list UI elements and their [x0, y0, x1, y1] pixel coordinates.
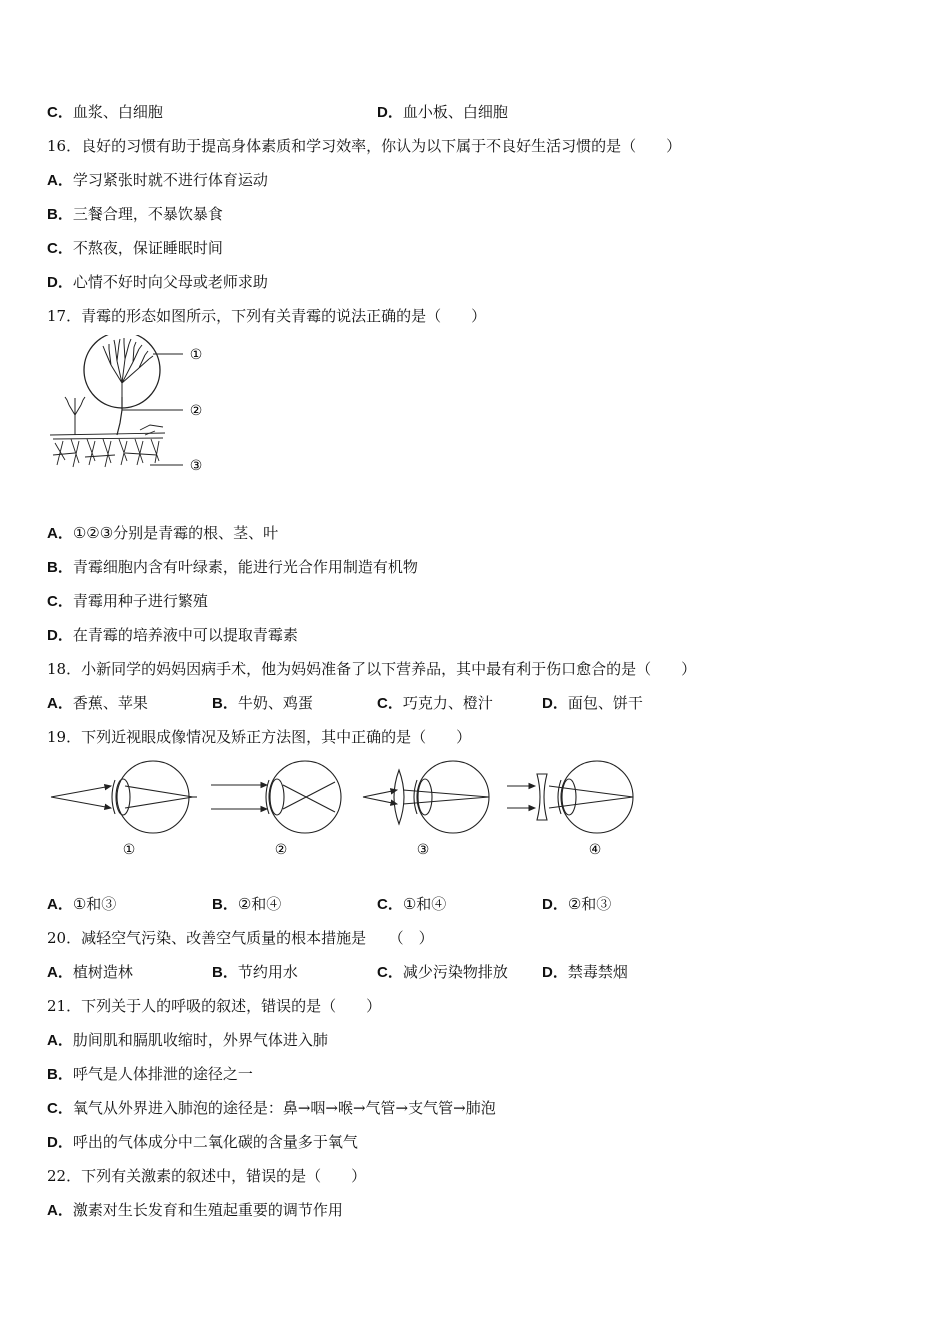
q16-option-b[interactable]: B．三餐合理，不暴饮暴食	[47, 205, 223, 223]
q21-option-d[interactable]: D．呼出的气体成分中二氧化碳的含量多于氧气	[47, 1133, 358, 1151]
q22-option-a[interactable]: A．激素对生长发育和生殖起重要的调节作用	[47, 1201, 343, 1219]
q16-option-c[interactable]: C．不熬夜，保证睡眠时间	[47, 239, 223, 257]
q16-option-d[interactable]: D．心情不好时向父母或老师求助	[47, 273, 268, 291]
q20-option-a[interactable]: A．植树造林	[47, 963, 133, 981]
q19-option-a[interactable]: A．①和③	[47, 895, 117, 913]
eye-diagrams-figure	[45, 760, 645, 865]
q20-option-c[interactable]: C．减少污染物排放	[377, 963, 508, 981]
q18-option-c[interactable]: C．巧克力、橙汁	[377, 694, 493, 712]
q21-option-c[interactable]: C．氧气从外界进入肺泡的途径是：鼻→咽→喉→气管→支气管→肺泡	[47, 1099, 496, 1117]
q18-option-d[interactable]: D．面包、饼干	[542, 694, 643, 712]
eye-diagram-2	[211, 761, 341, 833]
q17-label-2: ②	[189, 403, 203, 419]
q16-option-a[interactable]: A．学习紧张时就不进行体育运动	[47, 171, 268, 189]
q15-option-c[interactable]: C．血浆、白细胞	[47, 103, 163, 121]
q21-option-b[interactable]: B．呼气是人体排泄的途径之一	[47, 1065, 253, 1083]
q17-label-1: ①	[189, 347, 203, 363]
q17-label-3: ③	[189, 458, 203, 474]
q19-label-3: ③	[416, 842, 430, 858]
q19-option-d[interactable]: D．②和③	[542, 895, 612, 913]
q18-option-a[interactable]: A．香蕉、苹果	[47, 694, 148, 712]
q19-stem: 19．下列近视眼成像情况及矫正方法图，其中正确的是（ ）	[47, 728, 472, 746]
q22-stem: 22．下列有关激素的叙述中，错误的是（ ）	[47, 1167, 367, 1185]
q19-label-1: ①	[122, 842, 136, 858]
q18-stem: 18．小新同学的妈妈因病手术，他为妈妈准备了以下营养品，其中最有利于伤口愈合的是（ ）	[47, 660, 697, 678]
q21-stem: 21．下列关于人的呼吸的叙述，错误的是（ ）	[47, 997, 382, 1015]
q21-option-a[interactable]: A．肋间肌和膈肌收缩时，外界气体进入肺	[47, 1031, 328, 1049]
q18-option-b[interactable]: B．牛奶、鸡蛋	[212, 694, 313, 712]
q17-option-b[interactable]: B．青霉细胞内含有叶绿素，能进行光合作用制造有机物	[47, 558, 418, 576]
q17-stem: 17．青霉的形态如图所示，下列有关青霉的说法正确的是（ ）	[47, 307, 487, 325]
penicillium-figure	[45, 335, 220, 485]
eye-diagram-3	[363, 761, 489, 833]
q20-option-b[interactable]: B．节约用水	[212, 963, 298, 981]
eye-diagram-1	[51, 761, 197, 833]
q20-stem: 20．减轻空气污染、改善空气质量的根本措施是 （ ）	[47, 929, 434, 947]
q19-option-c[interactable]: C．①和④	[377, 895, 447, 913]
q19-label-4: ④	[588, 842, 602, 858]
q17-option-d[interactable]: D．在青霉的培养液中可以提取青霉素	[47, 626, 298, 644]
q17-option-c[interactable]: C．青霉用种子进行繁殖	[47, 592, 208, 610]
q15-option-d[interactable]: D．血小板、白细胞	[377, 103, 508, 121]
q19-option-b[interactable]: B．②和④	[212, 895, 282, 913]
eye-diagram-4	[507, 761, 633, 833]
q19-label-2: ②	[274, 842, 288, 858]
q17-option-a[interactable]: A．①②③分别是青霉的根、茎、叶	[47, 524, 279, 542]
q20-option-d[interactable]: D．禁毒禁烟	[542, 963, 628, 981]
q16-stem: 16．良好的习惯有助于提高身体素质和学习效率，你认为以下属于不良好生活习惯的是（ ）	[47, 137, 682, 155]
